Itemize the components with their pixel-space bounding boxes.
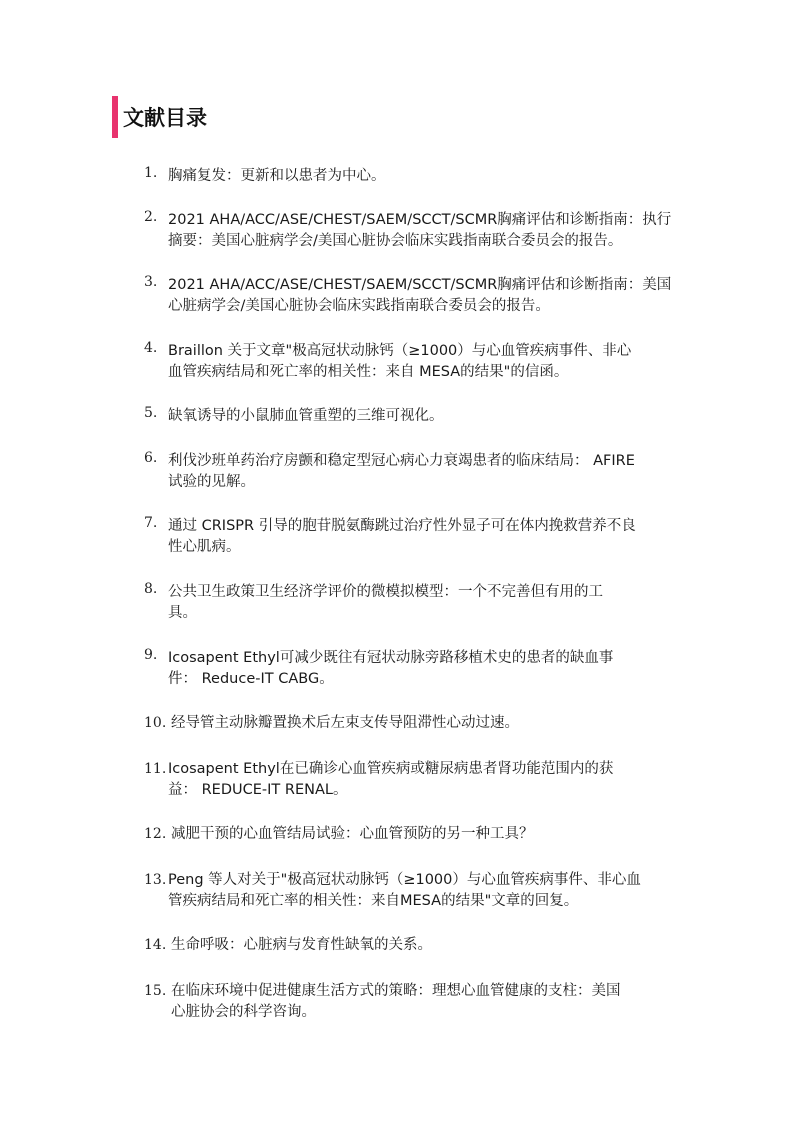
reference-text [168,210,694,252]
reference-line: 血管疾病结局和死亡率的相关性：来自 MESA的结果"的信函。 [168,364,569,380]
reference-number: 4. [144,340,158,356]
reference-item [144,166,694,187]
reference-item [144,210,694,252]
reference-line: 生命呼吸：心脏病与发育性缺氧的关系。 [171,937,432,953]
reference-item [144,759,694,801]
reference-number: 9. [144,647,158,663]
reference-line: Braillon 关于文章"极高冠状动脉钙（≥1000）与心血管疾病事件、非心 [168,343,632,359]
reference-number: 7. [144,515,158,531]
reference-number: 1. [144,165,158,181]
reference-line: 件： Reduce-IT CABG。 [168,671,334,687]
reference-line: 减肥干预的心血管结局试验：心血管预防的另一种工具？ [171,826,534,842]
reference-line: 缺氧诱导的小鼠肺血管重塑的三维可视化。 [168,408,444,424]
reference-number: 11. [144,761,167,777]
reference-text [171,981,694,1023]
reference-text [168,451,694,493]
reference-line: 公共卫生政策卫生经济学评价的微模拟模型：一个不完善但有用的工 [168,584,603,600]
reference-number: 13. [144,872,167,888]
reference-number: 3. [144,274,158,290]
reference-item [144,824,694,845]
reference-line: 益： REDUCE-IT RENAL。 [168,782,348,798]
reference-text [168,516,694,558]
reference-line: 心脏协会的科学咨询。 [171,1004,316,1020]
reference-line: 经导管主动脉瓣置换术后左束支传导阻滞性心动过速。 [171,715,519,731]
reference-text [168,275,694,317]
reference-text [168,341,694,383]
reference-number: 6. [144,450,158,466]
reference-line: 通过 CRISPR 引导的胞苷脱氨酶跳过治疗性外显子可在体内挽救营养不良 [168,518,636,534]
reference-text [168,582,694,624]
reference-item [144,341,694,383]
reference-line: 心脏病学会/美国心脏协会临床实践指南联合委员会的报告。 [168,298,550,314]
reference-item [144,406,694,427]
reference-line: 在临床环境中促进健康生活方式的策略：理想心血管健康的支柱：美国 [171,983,621,999]
reference-text [171,935,694,956]
reference-line: 性心肌病。 [168,539,241,555]
reference-item [144,870,694,912]
reference-line: 胸痛复发：更新和以患者为中心。 [168,168,386,184]
reference-item [144,516,694,558]
reference-item [144,275,694,317]
reference-text [168,406,694,427]
reference-number: 12. [144,826,167,842]
reference-item [144,648,694,690]
reference-text [168,166,694,187]
reference-text [168,759,694,801]
reference-item [144,981,694,1023]
reference-line: 2021 AHA/ACC/ASE/CHEST/SAEM/SCCT/SCMR胸痛评估和诊断指南：美国 [168,277,672,293]
reference-item [144,935,694,956]
reference-number: 10. [144,715,167,731]
reference-number: 8. [144,581,158,597]
reference-text [171,713,694,734]
reference-number: 14. [144,937,167,953]
reference-text [168,648,694,690]
heading-accent-bar [112,96,118,138]
reference-line: Icosapent Ethyl可减少既往有冠状动脉旁路移植术史的患者的缺血事 [168,650,614,666]
reference-item [144,451,694,493]
bibliography-heading [112,96,207,138]
reference-text [171,824,694,845]
reference-line: Icosapent Ethyl在已确诊心血管疾病或糖尿病患者肾功能范围内的获 [168,761,614,777]
reference-item [144,582,694,624]
reference-line: 具。 [168,605,197,621]
reference-item [144,713,694,734]
reference-line: 试验的见解。 [168,474,255,490]
reference-text [168,870,694,912]
reference-line: 2021 AHA/ACC/ASE/CHEST/SAEM/SCCT/SCMR胸痛评估和诊断指南：执行 [168,212,672,228]
heading-title: 文献目录 [123,106,207,130]
reference-number: 5. [144,405,158,421]
reference-number: 2. [144,209,158,225]
reference-line: 摘要：美国心脏病学会/美国心脏协会临床实践指南联合委员会的报告。 [168,233,623,249]
reference-line: 管疾病结局和死亡率的相关性：来自MESA的结果"文章的回复。 [168,893,579,909]
reference-number: 15. [144,983,167,999]
reference-line: Peng 等人对关于"极高冠状动脉钙（≥1000）与心血管疾病事件、非心血 [168,872,641,888]
reference-line: 利伐沙班单药治疗房颤和稳定型冠心病心力衰竭患者的临床结局： AFIRE [168,453,635,469]
